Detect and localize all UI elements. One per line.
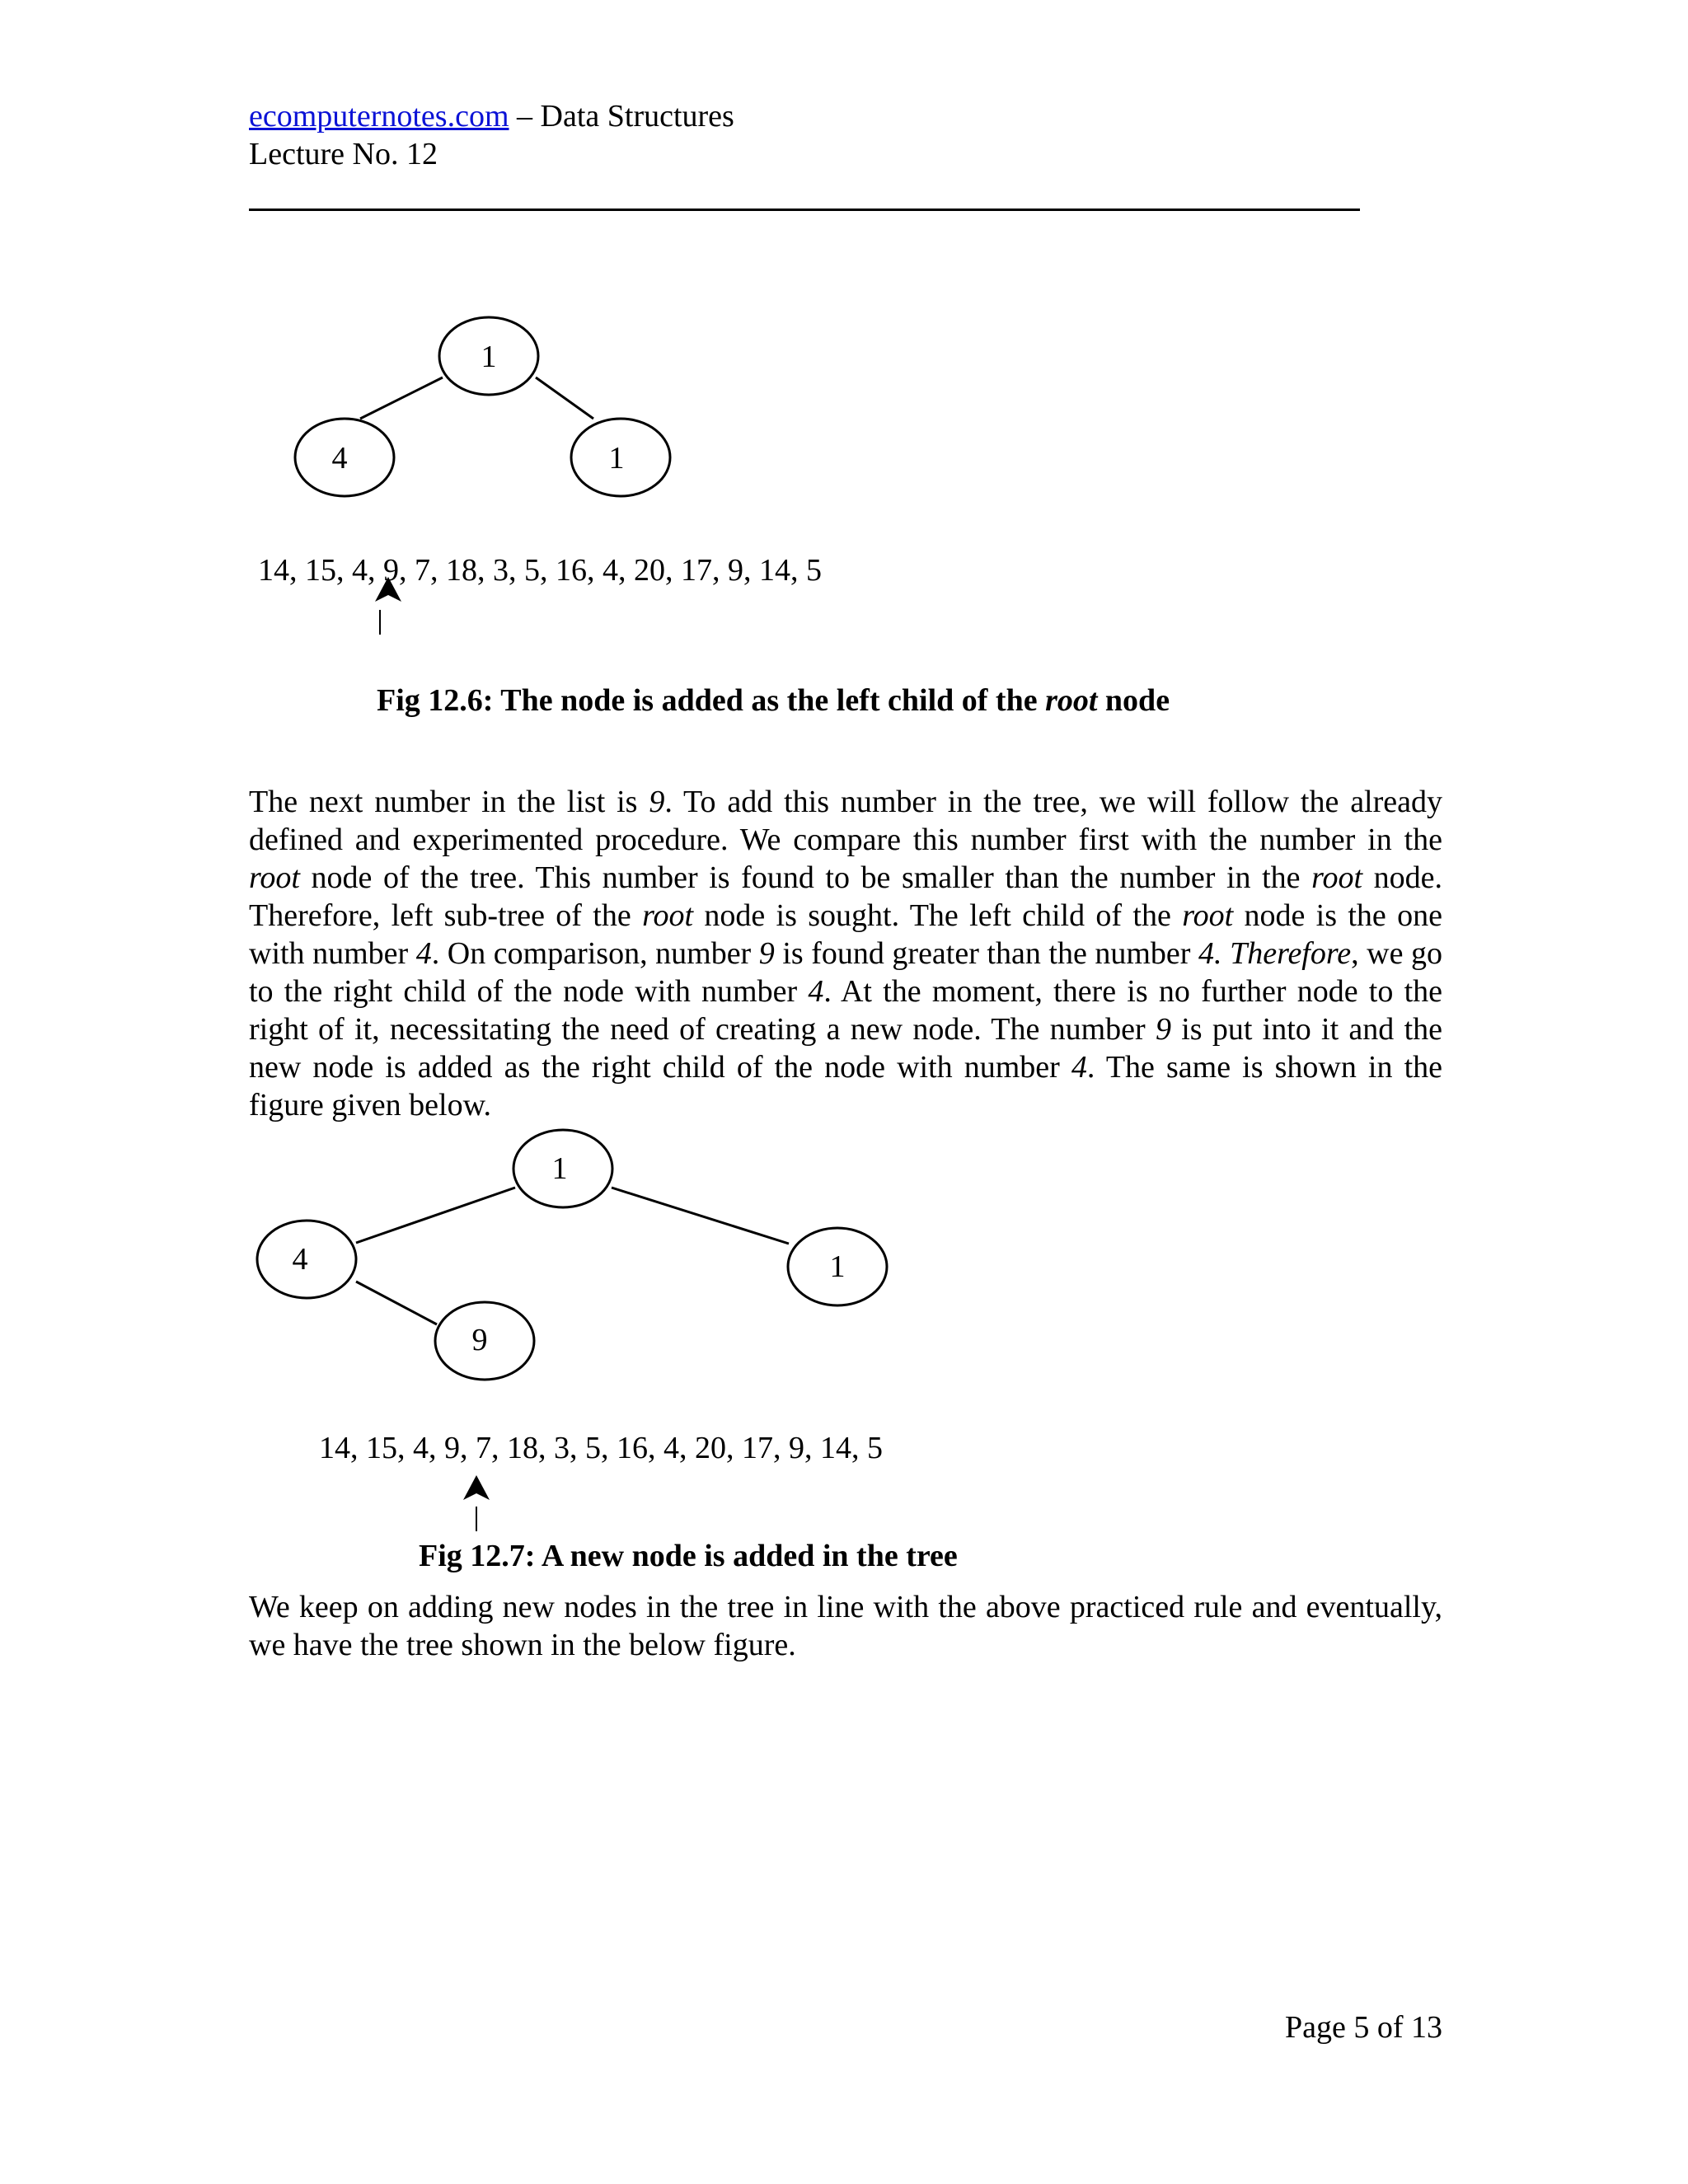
tree-edge-left-right xyxy=(356,1282,437,1324)
tree-node-root-label: 1 xyxy=(481,340,497,374)
italic-term: 4. Therefore xyxy=(1198,936,1352,971)
italic-term: 9 xyxy=(758,936,775,971)
text-run: is put into it and the new node is added as the right child of the node with number xyxy=(249,1012,1442,1085)
number-sequence-2: 14, 15, 4, 9, 7, 18, 3, 5, 16, 4, 20, 17, 9, 14, 5 xyxy=(319,1431,883,1465)
tree-node-right-label: 1 xyxy=(829,1249,846,1284)
text-run: node of the tree. This number is found to be smaller than the number in the xyxy=(299,860,1312,895)
text-run: The next number in the list is xyxy=(249,785,649,819)
lecture-label: Lecture No. 12 xyxy=(249,137,438,171)
text-run: , we go to the right child of the node with number xyxy=(249,936,1443,1009)
italic-term: root xyxy=(642,898,693,933)
figure-caption-12-7: Fig 12.7: A new node is added in the tree xyxy=(419,1539,958,1573)
header-title: – Data Structures xyxy=(509,99,734,134)
italic-term: root xyxy=(1311,860,1363,895)
text-run: node is the one with number xyxy=(249,898,1442,971)
text-run: is found greater than the number xyxy=(774,936,1199,971)
tree-node-left-label: 4 xyxy=(292,1242,308,1277)
figure-caption-12-6: Fig 12.6: The node is added as the left child of the root node xyxy=(377,683,1170,718)
italic-term: root xyxy=(1182,898,1234,933)
text-run: . The same is shown in the figure given below. xyxy=(249,1050,1443,1122)
tree-node-left-label: 4 xyxy=(331,441,348,476)
text-run: node. Therefore, left sub-tree of the xyxy=(249,860,1442,933)
italic-term: 4 xyxy=(415,936,432,971)
italic-term: 9 xyxy=(649,785,665,819)
italic-term: root xyxy=(249,860,300,895)
tree-edge-root-left xyxy=(356,1188,515,1243)
italic-term: 4 xyxy=(808,974,824,1009)
tree-edge-root-right xyxy=(612,1188,789,1244)
body-paragraph-2: We keep on adding new nodes in the tree in line with the above practiced rule and eventually, we have the tree shown in the below figure. xyxy=(249,1590,1442,1662)
tree-node-root-label: 1 xyxy=(551,1151,568,1186)
page-number: Page 5 of 13 xyxy=(1284,2010,1442,2045)
number-sequence-1: 14, 15, 4, 9, 7, 18, 3, 5, 16, 4, 20, 17, 9, 14, 5 xyxy=(258,553,822,588)
text-run: . To add this number in the tree, we will follow the already defined and experimented procedure. We compare this number first with the number in the xyxy=(249,785,1443,857)
tree-node-right-label: 1 xyxy=(608,441,625,476)
sequence-arrow-2 xyxy=(463,1475,490,1531)
tree-node-left-right-label: 9 xyxy=(471,1323,488,1357)
text-run: . On comparison, number xyxy=(431,936,759,971)
text-run: node is sought. The left child of the xyxy=(693,898,1183,933)
text-run: . At the moment, there is no further node to the right of it, necessitating the need of creating a new node. The number xyxy=(249,974,1443,1047)
site-link[interactable]: ecomputernotes.com xyxy=(249,99,509,134)
italic-term: 4 xyxy=(1071,1050,1087,1085)
italic-term: 9 xyxy=(1155,1012,1171,1047)
